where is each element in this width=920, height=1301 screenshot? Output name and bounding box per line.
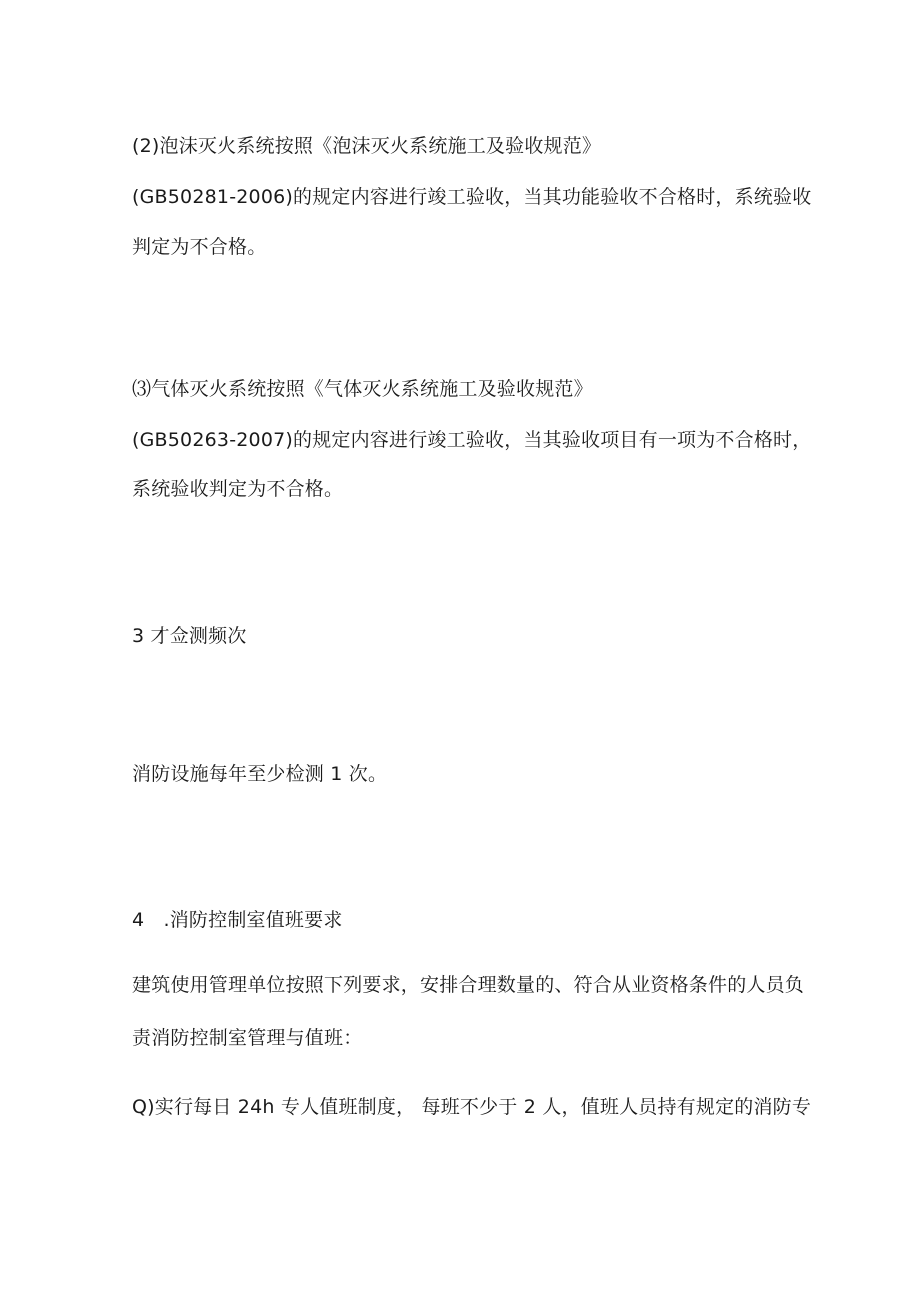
list-item-duty-rule-1: Q)实行每日 24h 专人值班制度， 每班不少于 2 人，值班人员持有规定的消防专: [132, 1096, 812, 1118]
paragraph-inspection-frequency: 消防设施每年至少检测 1 次。: [132, 763, 388, 785]
paragraph-control-room-intro: 建筑使用管理单位按照下列要求，安排合理数量的、符合从业资格条件的人员负: [132, 974, 805, 996]
section-heading-inspection-frequency: 3 才佥测频次: [132, 625, 247, 647]
paragraph-gas-system-end: 系统验收判定为不合格。: [132, 478, 344, 500]
section-heading-control-room-duty: 4 .消防控制室值班要求: [132, 909, 343, 931]
paragraph-gas-system-heading: ⑶气体灭火系统按照《气体灭火系统施工及验收规范》: [132, 378, 593, 400]
paragraph-foam-system-end: 判定为不合格。: [132, 236, 267, 258]
paragraph-foam-system-body: (GB50281-2006)的规定内容进行竣工验收，当其功能验收不合格时，系统验收: [132, 186, 812, 208]
paragraph-foam-system-heading: (2)泡沫灭火系统按照《泡沫灭火系统施工及验收规范》: [132, 135, 602, 157]
paragraph-control-room-intro-end: 责消防控制室管理与值班：: [132, 1027, 363, 1049]
paragraph-gas-system-body: (GB50263-2007)的规定内容进行竣工验收，当其验收项目有一项为不合格时，: [132, 429, 812, 451]
